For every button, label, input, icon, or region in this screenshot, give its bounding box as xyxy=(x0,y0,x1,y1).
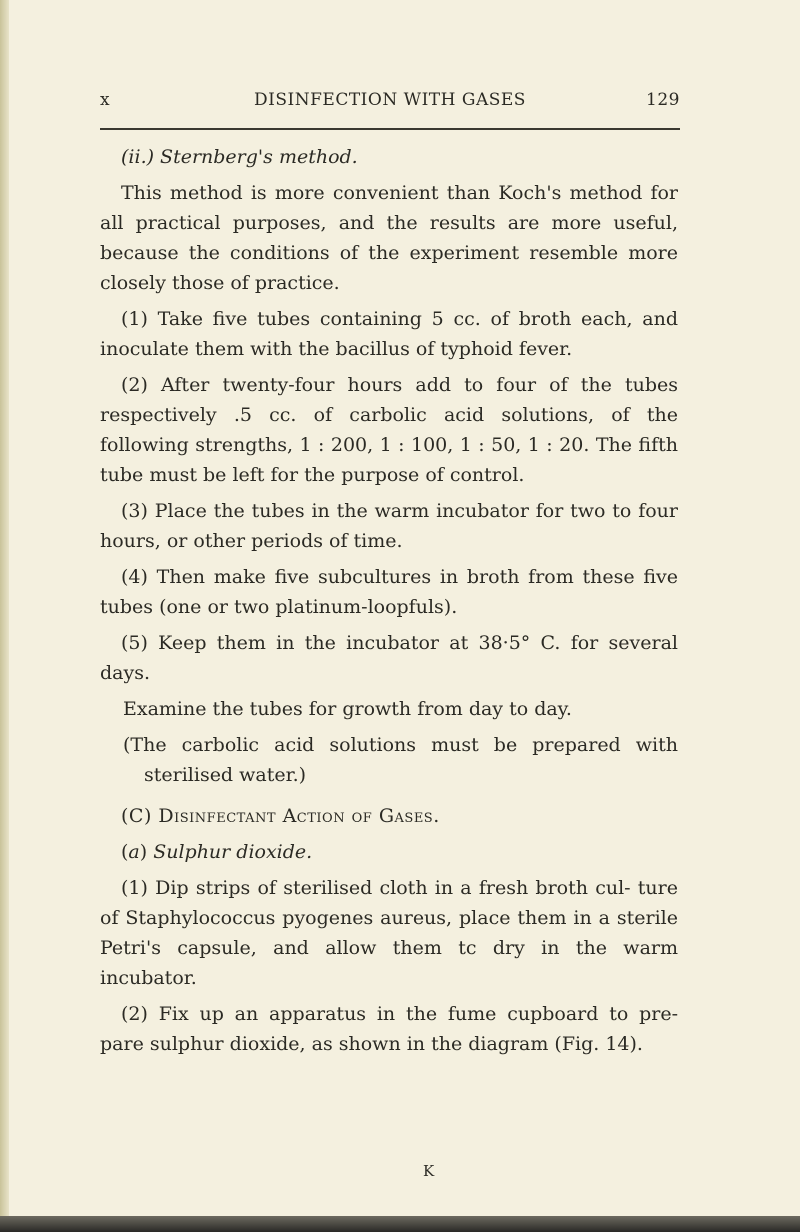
paragraph-step-5: (5) Keep them in the incubator at 38·5° C. for several days. xyxy=(100,632,678,684)
running-head-title: DISINFECTION WITH GASES xyxy=(254,90,526,110)
subsection-label: Sulphur dioxide. xyxy=(153,841,313,863)
paragraph-gas-step-2: (2) Fix up an apparatus in the fume cupboard to pre- pare sulphur dioxide, as shown in the diagram (Fig. 14). xyxy=(100,1003,678,1055)
paragraph-examine: Examine the tubes for growth from day to day. xyxy=(123,698,572,720)
section-heading: (C) Disinfectant Action of Gases. xyxy=(121,805,440,827)
header-rule xyxy=(100,128,680,130)
signature-mark: K xyxy=(423,1162,435,1180)
subsection-paren-open: ( xyxy=(121,841,129,863)
paragraph-step-1: (1) Take five tubes containing 5 cc. of broth each, and inoculate them with the bacillus of typhoid fever. xyxy=(100,308,678,360)
paragraph-note: (The carbolic acid solutions must be prepared with sterilised water.) xyxy=(123,734,678,786)
paragraph-step-4: (4) Then make five subcultures in broth from these five tubes (one or two platinum-loopfuls). xyxy=(100,566,678,618)
body-text xyxy=(100,142,678,1059)
subsection-paren-close: ) xyxy=(139,841,154,863)
method-label: (ii.) Sternberg's method. xyxy=(121,146,358,168)
page-bottom-edge xyxy=(0,1216,800,1232)
paragraph-intro: This method is more convenient than Koch's method for all practical purposes, and the results are more useful, because the conditions of the experiment resemble more closely those of practice. xyxy=(100,182,678,294)
subsection-letter: a xyxy=(128,841,140,863)
page-number: 129 xyxy=(646,90,680,110)
paragraph-gas-step-1: (1) Dip strips of sterilised cloth in a fresh broth cul- ture of Staphylococcus pyogenes aureus, place them in a sterile Petri's capsule, and allow them tc dry in the warm incubator. xyxy=(100,877,678,989)
binding-edge xyxy=(0,0,9,1232)
paragraph-step-2: (2) After twenty-four hours add to four of the tubes respectively .5 cc. of carbolic acid solutions, of the following strengths, 1 : 200, 1 : 100, 1 : 50, 1 : 20. The fifth tube must be left for the purpose of control. xyxy=(100,374,678,486)
subsection-heading xyxy=(100,837,678,867)
running-head-section-mark: x xyxy=(100,90,111,110)
running-head xyxy=(100,90,680,114)
paragraph-step-3: (3) Place the tubes in the warm incubator for two to four hours, or other periods of time. xyxy=(100,500,678,552)
